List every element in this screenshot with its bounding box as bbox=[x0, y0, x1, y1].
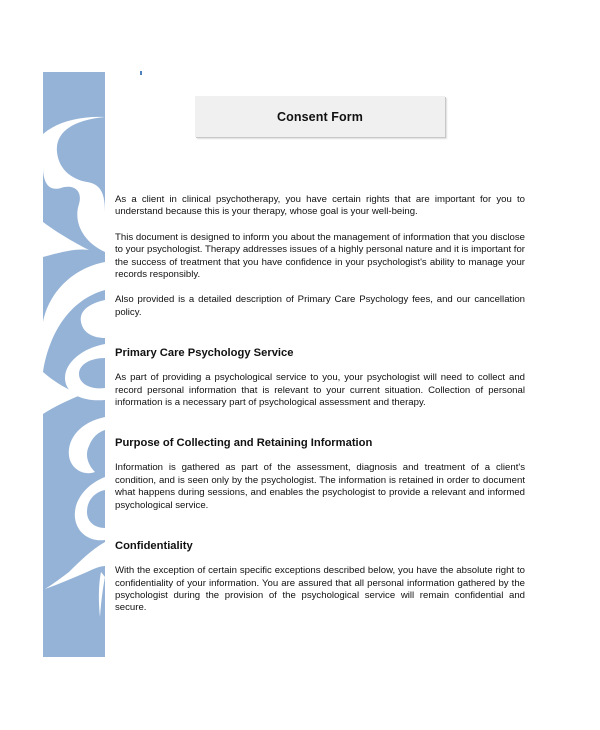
document-body bbox=[115, 194, 525, 615]
section-body-service: As part of providing a psychological service to you, your psychologist will need to collect and record personal information that is relevant to your current situation. Collection of personal information is a necessary part of psychological assessment and therapy. bbox=[115, 372, 525, 409]
page-title: Consent Form bbox=[277, 109, 363, 124]
title-box bbox=[195, 96, 445, 137]
section-heading-confidentiality: Confidentiality bbox=[115, 540, 193, 553]
intro-paragraph-2: This document is designed to inform you about the management of information that you disclose to your psychologist. Therapy addresses issues of a highly personal nature and it is important for the success of treatment that you have confidence in your psychologist's ability to manage your records responsibly. bbox=[115, 231, 525, 281]
intro-paragraph-1: As a client in clinical psychotherapy, you have certain rights that are important for you to understand because this is your therapy, whose goal is your well-being. bbox=[115, 194, 525, 218]
section-heading-service: Primary Care Psychology Service bbox=[115, 347, 294, 360]
decorative-side-band bbox=[43, 72, 105, 657]
section-body-confidentiality: With the exception of certain specific exceptions described below, you have the absolute right to confidentiality of your information. You are assured that all personal information gathered by the psychologist during the provision of the psychological service will remain confidential and secure. bbox=[115, 565, 525, 614]
section-heading-purpose: Purpose of Collecting and Retaining Information bbox=[115, 437, 373, 450]
section-body-purpose: Information is gathered as part of the assessment, diagnosis and treatment of a client's condition, and is seen only by the psychologist. The information is retained in order to document what happens during sessions, and enables the psychologist to provide a relevant and informed psychological service. bbox=[115, 462, 525, 511]
swirl-ornament-icon bbox=[43, 72, 105, 657]
intro-paragraph-3: Also provided is a detailed description of Primary Care Psychology fees, and our cancellation policy. bbox=[115, 294, 525, 318]
decorative-mark bbox=[140, 71, 142, 75]
